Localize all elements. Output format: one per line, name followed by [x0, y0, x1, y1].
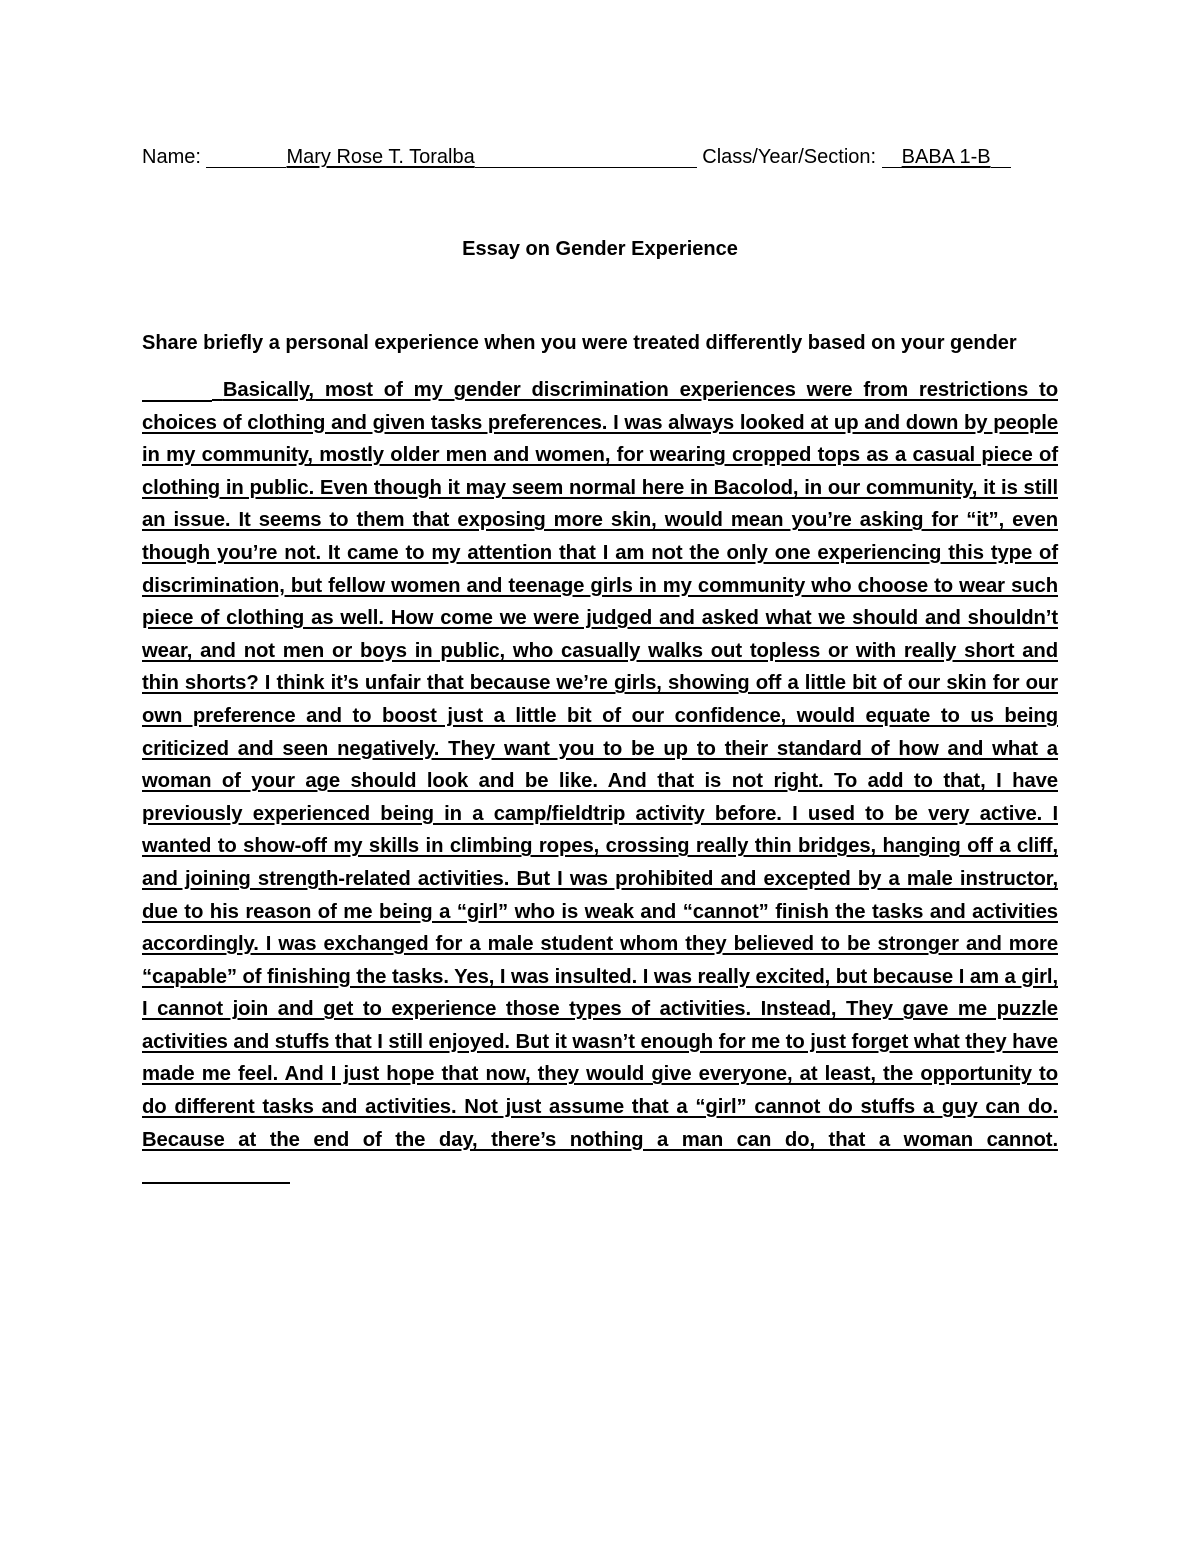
essay-body: [142, 374, 1058, 1189]
essay-lead-blank: [142, 380, 212, 402]
essay-text: Basically, most of my gender discrimination experiences were from restrictions to choices of clothing and given tasks preferences. I was always looked at up and down by people in my community, mostly older men and women, for wearing cropped tops as a casual piece of clothing in public. Even though it may seem normal here in Bacolod, in our community, it is still an issue. It seems to them that exposing more skin, would mean you’re asking for “it”, even though you’re not. It came to my attention that I am not the only one experiencing this type of discrimination, but fellow women and teenage girls in my community who choose to wear such piece of clothing as well. How come we were judged and asked what we should and shouldn’t wear, and not men or boys in public, who casually walks out topless or with really short and thin shorts? I think it’s unfair that because we’re girls, showing off a little bit of our skin for our own preference and to boost just a little bit of our confidence, would equate to us being criticized and seen negatively. They want you to be up to their standard of how and what a woman of your age should look and be like. And that is not right. To add to that, I have previously experienced being in a camp/fieldtrip activity before. I used to be very active. I wanted to show-off my skills in climbing ropes, crossing really thin bridges, hanging off a cliff, and joining strength-related activities. But I was prohibited and excepted by a male instructor, due to his reason of me being a “girl” who is weak and “cannot” finish the tasks and activities accordingly. I was exchanged for a male student whom they believed to be stronger and more “capable” of finishing the tasks. Yes, I was insulted. I was really excited, but because I am a girl, I cannot join and get to experience those types of activities. Instead, They gave me puzzle activities and stuffs that I still enjoyed. But it wasn’t enough for me to just forget what they have made me feel. And I just hope that now, they would give everyone, at least, the opportunity to do different tasks and activities. Not just assume that a “girl” cannot do stuffs a guy can do. Because at the end of the day, there’s nothing a man can do, that a woman cannot.: [142, 379, 1058, 1151]
essay-prompt: Share briefly a personal experience when you were treated differently based on your gender: [142, 332, 1017, 354]
section-blank-right: [991, 147, 1011, 168]
essay-trail-blank: [142, 1162, 290, 1184]
section-value: BABA 1-B: [901, 146, 991, 168]
section-blank-left: [882, 147, 902, 168]
name-label: Name:: [142, 146, 201, 168]
name-blank-left: [206, 147, 286, 168]
name-blank-right: [475, 147, 697, 168]
section-label: Class/Year/Section:: [702, 146, 877, 168]
essay-title: Essay on Gender Experience: [462, 238, 738, 260]
header-line: [142, 144, 1062, 170]
name-value: Mary Rose T. Toralba: [286, 146, 475, 168]
